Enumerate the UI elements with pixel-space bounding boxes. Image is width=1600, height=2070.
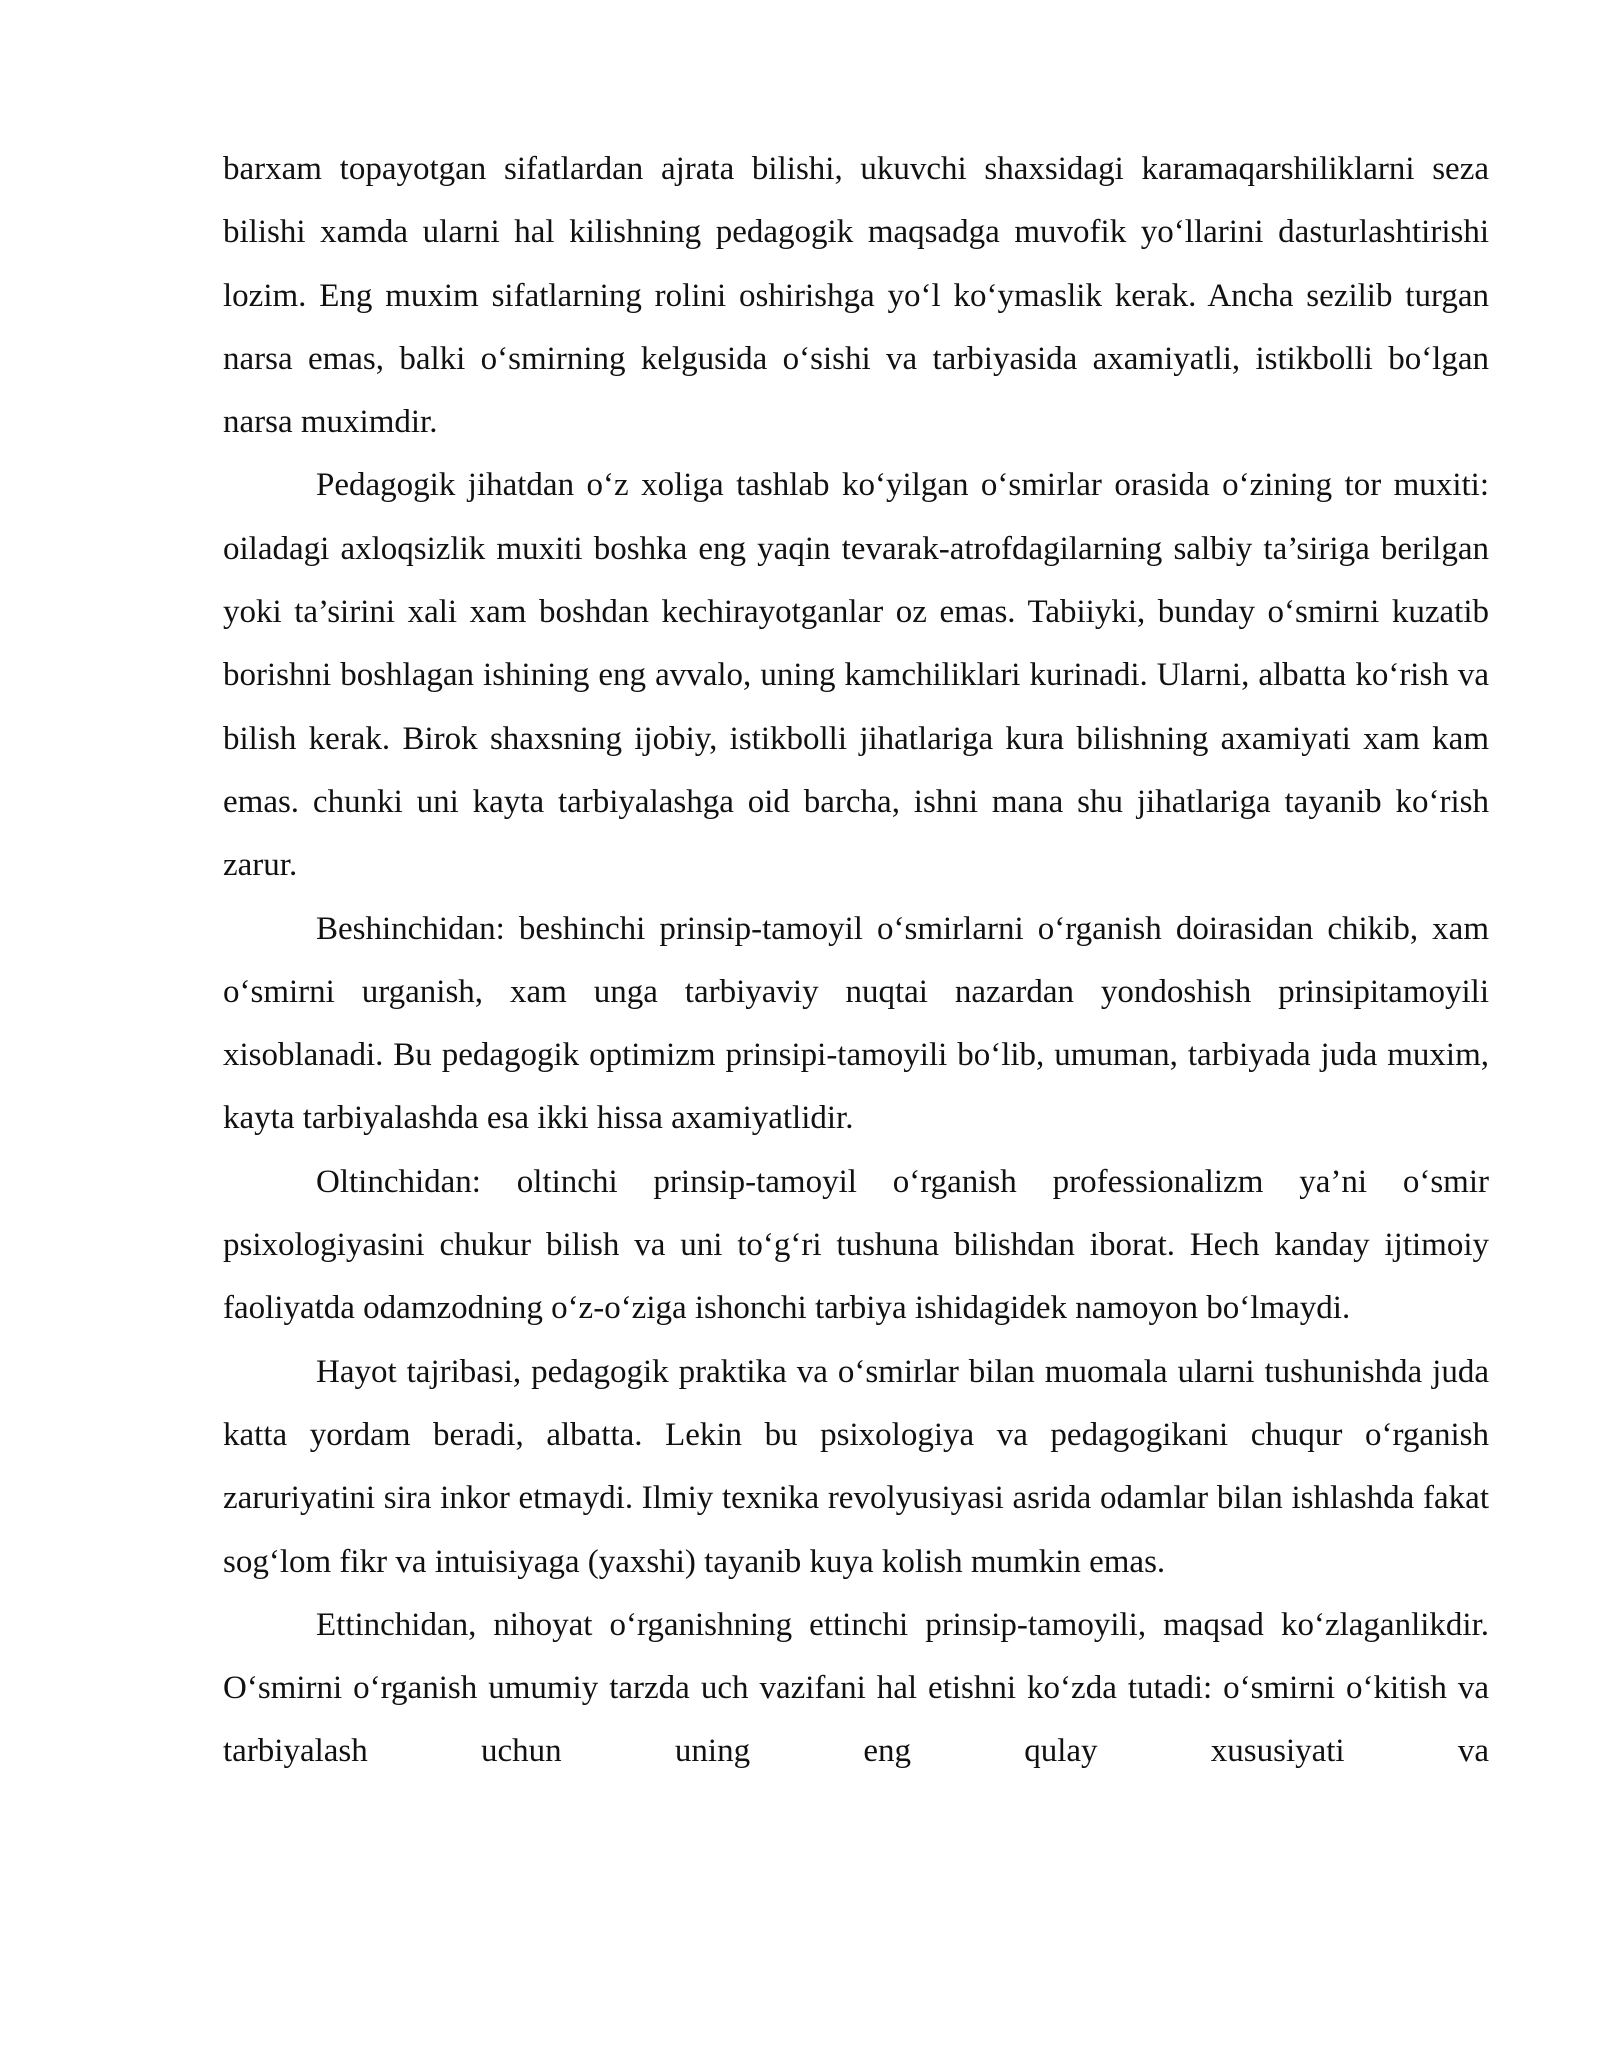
paragraph-ettinchidan: Ettinchidan, nihoyat o‘rganishning ettinchi prinsip-tamoyili, maqsad ko‘zlaganlikdir. O‘smirni o‘rganish umumiy tarzda uch vazifani hal etishni ko‘zda tutadi: o‘smirni o‘kitish va tarbiyalash uchun uning eng qulay xususiyati va	[223, 1606, 1489, 1770]
document-page	[223, 138, 1489, 1784]
paragraph-oltinchidan: Oltinchidan: oltinchi prinsip-tamoyil o‘rganish professionalizm ya’ni o‘smir psixologiyasini chukur bilish va uni to‘g‘ri tushuna bilishdan iborat. Hech kanday ijtimoiy faoliyatda odamzodning o‘z-o‘ziga ishonchi tarbiya ishidagidek namoyon bo‘lmaydi.	[223, 1163, 1489, 1327]
paragraph-pedagogik: Pedagogik jihatdan o‘z xoliga tashlab ko‘yilgan o‘smirlar orasida o‘zining tor muxiti: oiladagi axloqsizlik muxiti boshka eng yaqin tevarak-atrofdagilarning salbiy ta’siriga berilgan yoki ta’sirini xali xam boshdan kechirayotganlar oz emas. Tabiiyki, bunday o‘smirni kuzatib borishni boshlagan ishining eng avvalo, uning kamchiliklari kurinadi. Ularni, albatta ko‘rish va bilish kerak. Birok shaxsning ijobiy, istikbolli jihatlariga kura bilishning axamiyati xam kam emas. chunki uni kayta tarbiyalashga oid barcha, ishni mana shu jihatlariga tayanib ko‘rish zarur.	[223, 467, 1489, 884]
paragraph-continuation: barxam topayotgan sifatlardan ajrata bilishi, ukuvchi shaxsidagi karamaqarshiliklarni seza bilishi xamda ularni hal kilishning pedagogik maqsadga muvofik yo‘llarini dasturlashtirishi lozim. Eng muxim sifatlarning rolini oshirishga yo‘l ko‘ymaslik kerak. Ancha sezilib turgan narsa emas, balki o‘smirning kelgusida o‘sishi va tarbiyasida axamiyatli, istikbolli bo‘lgan narsa muximdir.	[223, 151, 1489, 441]
paragraph-hayot: Hayot tajribasi, pedagogik praktika va o‘smirlar bilan muomala ularni tushunishda juda katta yordam beradi, albatta. Lekin bu psixologiya va pedagogikani chuqur o‘rganish zaruriyatini sira inkor etmaydi. Ilmiy texnika revolyusiyasi asrida odamlar bilan ishlashda fakat sog‘lom fikr va intuisiyaga (yaxshi) tayanib kuya kolish mumkin emas.	[223, 1353, 1489, 1580]
paragraph-beshinchidan: Beshinchidan: beshinchi prinsip-tamoyil o‘smirlarni o‘rganish doirasidan chikib, xam o‘smirni urganish, xam unga tarbiyaviy nuqtai nazardan yondoshish prinsipitamoyili xisoblanadi. Bu pedagogik optimizm prinsipi-tamoyili bo‘lib, umuman, tarbiyada juda muxim, kayta tarbiyalashda esa ikki hissa axamiyatlidir.	[223, 910, 1489, 1137]
